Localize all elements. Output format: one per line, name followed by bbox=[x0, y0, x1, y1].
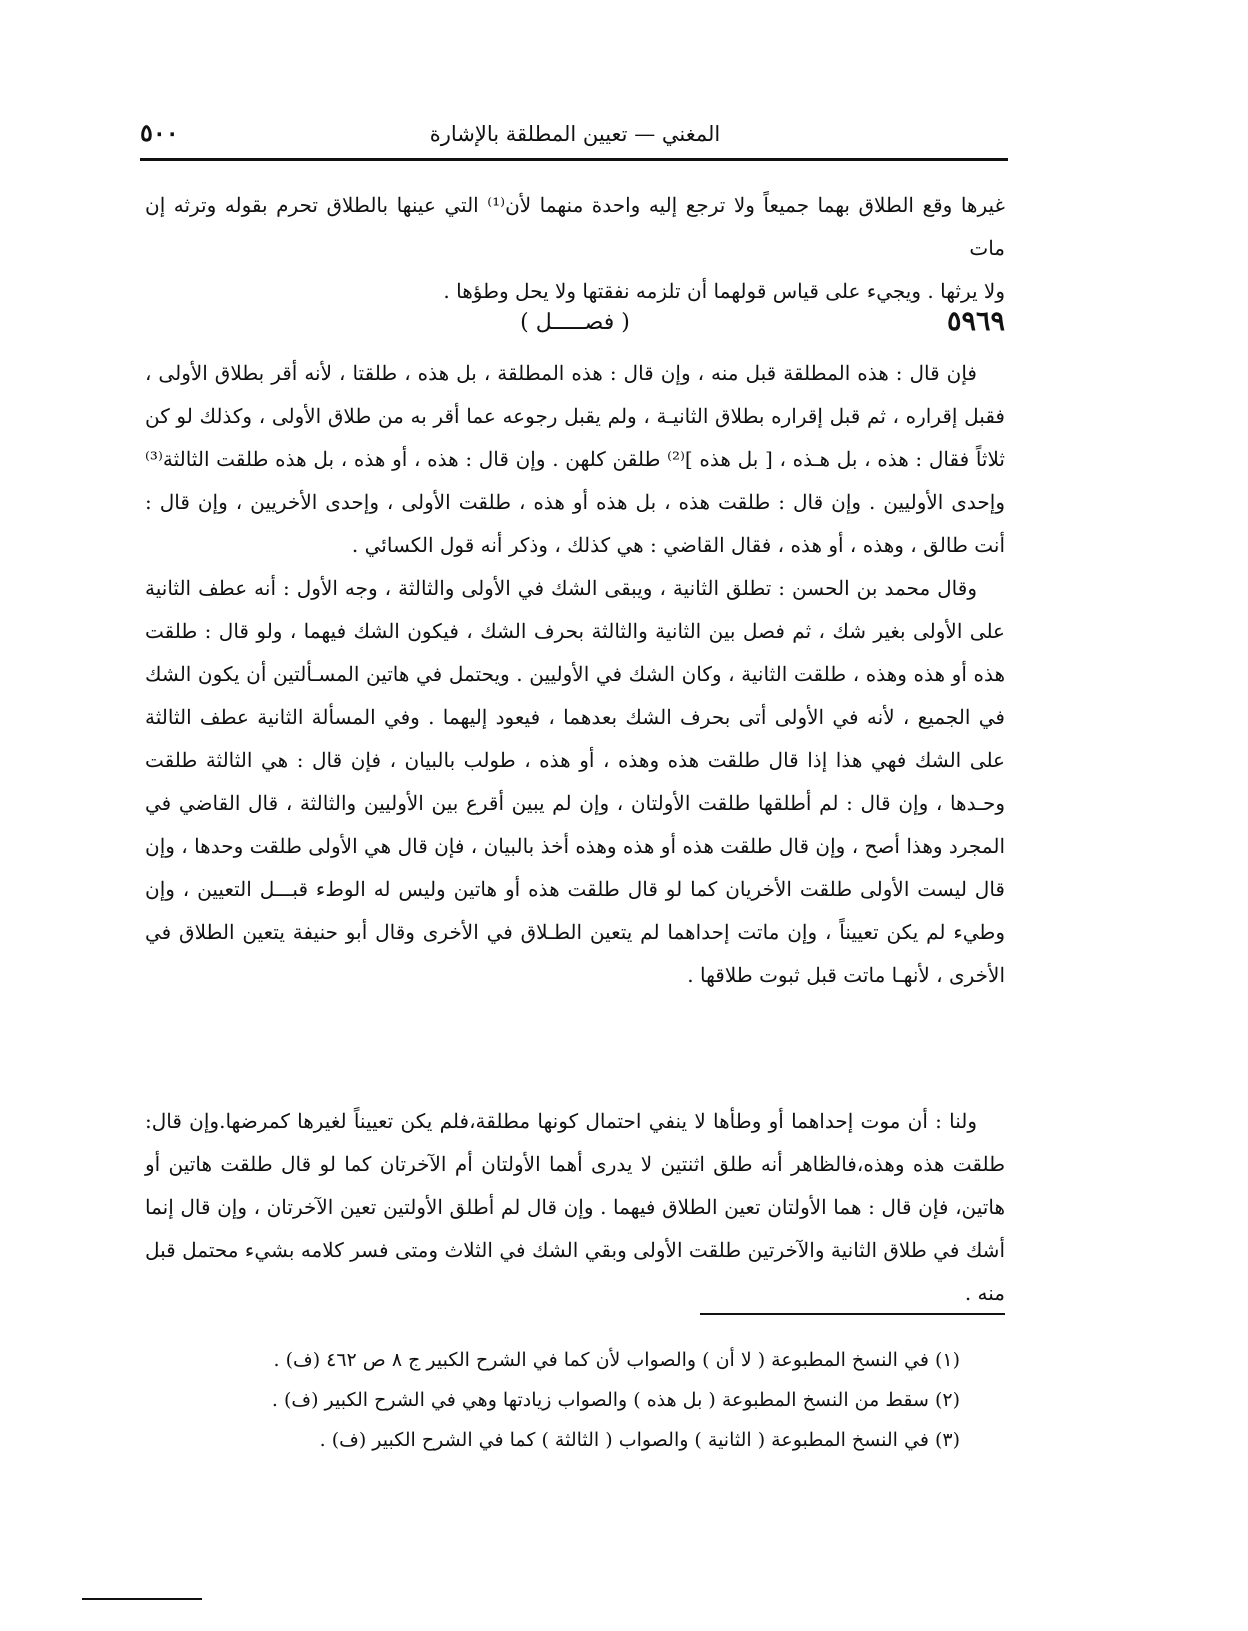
section-number: ٥٩٦٩ bbox=[946, 306, 1005, 337]
section-heading bbox=[145, 306, 1005, 346]
opening-paragraph bbox=[145, 184, 1005, 313]
text-line: غيرها وقع الطلاق بهما جميعاً ولا ترجع إليه واحدة منهما لأن⁽¹⁾ التي عينها بالطلاق تحرم بقوله وترثه إن مات bbox=[145, 193, 1006, 260]
section-body bbox=[145, 352, 1005, 997]
footnote: (١) في النسخ المطبوعة ( لا أن ) والصواب لأن كما في الشرح الكبير ج ٨ ص ٤٦٢ (ف) . bbox=[273, 1349, 960, 1371]
closing-paragraph bbox=[145, 1100, 1005, 1315]
running-title: المغني — تعيين المطلقة بالإشارة bbox=[429, 122, 721, 146]
header-rule bbox=[140, 158, 1008, 161]
footnotes bbox=[260, 1340, 960, 1460]
page-header bbox=[140, 104, 1010, 154]
paragraph: وقال محمد بن الحسن : تطلق الثانية ، ويبقى الشك في الأولى والثالثة ، وجه الأول : أنه عطف الثانية على الأولى بغير شك ، ثم فصل بين الثانية والثالثة بحرف الشك ، فيكون الشك فيهما ، ولو قال : طلقت هذه أو هذه وهذه ، طلقت الثانية ، وكان الشك في الأوليين . ويحتمل في هاتين المسـألتين أن يكون الشك في الجميع ، لأنه في الأولى أتى بحرف الشك بعدهما ، فيعود إليهما . وفي المسألة الثانية عطف الثالثة على الشك فهي هذا إذا قال طلقت هذه وهذه ، أو هذه ، طولب بالبيان ، فإن قال : هي الثالثة طلقت وحـدها ، وإن قال : لم أطلقها طلقت الأولتان ، وإن لم يبين أقرع بين الأوليين والثالثة ، قال القاضي في المجرد وهذا أصح ، وإن قال طلقت هذه أو هذه وهذه أخذ بالبيان ، فإن قال هي الأولى طلقت وحدها ، وإن قال ليست الأولى طلقت الأخريان كما لو قال طلقت هذه أو هاتين وليس له الوطء قبـــل التعيين ، وإن وطيء لم يكن تعييناً ، وإن ماتت إحداهما لم يتعين الطـلاق في الأخرى وقال أبو حنيفة يتعين الطلاق في الأخرى ، لأنهـا ماتت قبل ثبوت طلاقها . bbox=[145, 576, 1005, 987]
section-title: ( فصـــــل ) bbox=[520, 310, 630, 335]
bottom-rule bbox=[82, 1598, 202, 1600]
footnote: (٢) سقط من النسخ المطبوعة ( بل هذه ) والصواب زيادتها وهي في الشرح الكبير (ف) . bbox=[271, 1389, 960, 1411]
text-line: ولا يرثها . ويجيء على قياس قولهما أن تلزمه نفقتها ولا يحل وطؤها . bbox=[443, 279, 1005, 303]
page-number: ٥٠٠ bbox=[140, 118, 179, 147]
paragraph: ولنا : أن موت إحداهما أو وطأها لا ينفي احتمال كونها مطلقة،فلم يكن تعييناً لغيرها كمرضها.وإن قال: طلقت هذه وهذه،فالظاهر أنه طلق اثنتين لا يدرى أهما الأولتان أم الآخرتان كما لو قال طلقت هاتين أو هاتين، فإن قال : هما الأولتان تعين الطلاق فيهما . وإن قال لم أطلق الأولتين تعين الآخرتان ، وإن قال إنما أشك في طلاق الثانية والآخرتين طلقت الأولى وبقي الشك في الثلاث ومتى فسر كلامه بشيء محتمل قبل منه . bbox=[145, 1109, 1005, 1305]
footnote-rule bbox=[700, 1313, 1005, 1315]
paragraph: فإن قال : هذه المطلقة قبل منه ، وإن قال : هذه المطلقة ، بل هذه ، طلقتا ، لأنه أقر بطلاق الأولى ، فقبل إقراره ، ثم قبل إقراره بطلاق الثانيـة ، ولم يقبل رجوعه عما أقر به من طلاق الأولى ، وكذلك لو كن ثلاثاً فقال : هذه ، بل هـذه ، [ بل هذه ]⁽²⁾ طلقن كلهن . وإن قال : هذه ، أو هذه ، بل هذه طلقت الثالثة⁽³⁾ وإحدى الأوليين . وإن قال : طلقت هذه ، بل هذه أو هذه ، طلقت الأولى ، وإحدى الأخريين ، وإن قال : أنت طالق ، وهذه ، أو هذه ، فقال القاضي : هي كذلك ، وذكر أنه قول الكسائي . bbox=[145, 361, 1005, 557]
footnote: (٣) في النسخ المطبوعة ( الثانية ) والصواب ( الثالثة ) كما في الشرح الكبير (ف) . bbox=[319, 1429, 960, 1451]
